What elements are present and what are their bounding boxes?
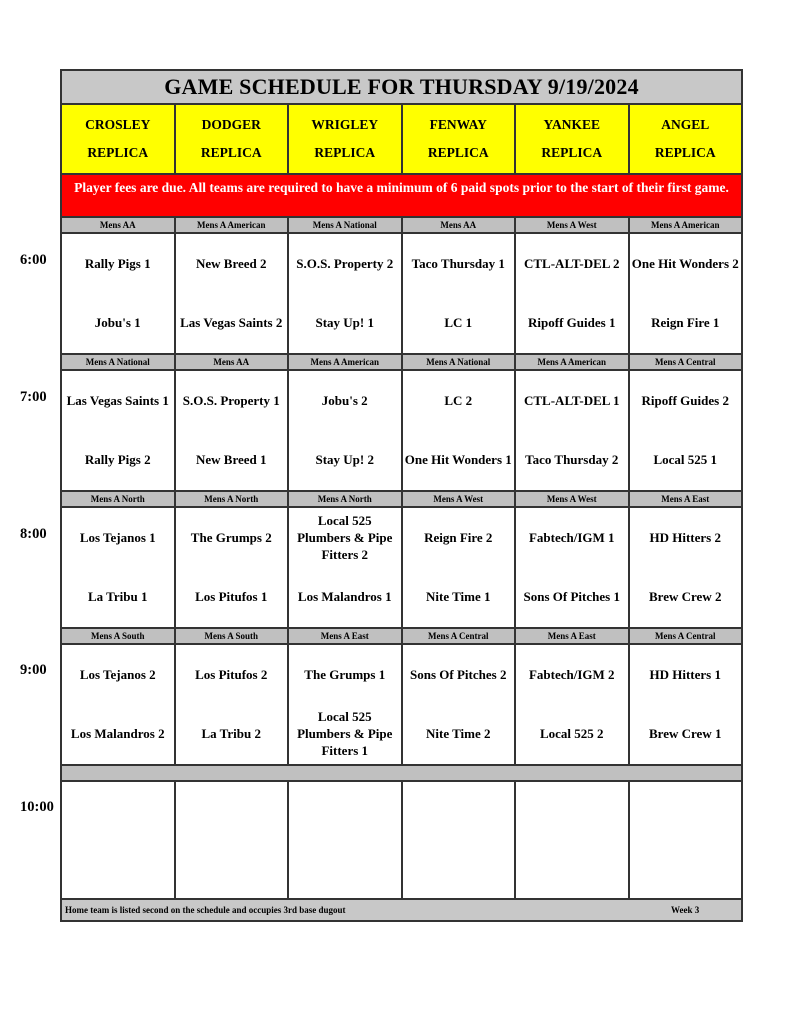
home-team: Los Malandros 2 xyxy=(70,725,165,741)
empty-cell xyxy=(289,782,403,898)
home-team: Los Pitufos 1 xyxy=(195,588,268,604)
away-team: The Grumps 1 xyxy=(304,666,386,682)
field-yankee xyxy=(516,105,630,173)
home-team: Jobu's 1 xyxy=(94,314,141,330)
field-name: ANGEL xyxy=(661,117,710,132)
time-label: 10:00 xyxy=(20,799,54,815)
game-cell xyxy=(630,645,742,764)
division-label: Mens AA xyxy=(176,355,290,369)
week-label: Week 3 xyxy=(671,905,700,915)
away-team: Los Tejanos 2 xyxy=(79,666,156,682)
home-team: La Tribu 1 xyxy=(88,588,148,604)
field-name: CROSLEY xyxy=(85,117,151,132)
away-team: One Hit Wonders 2 xyxy=(631,255,739,271)
division-label: Mens A East xyxy=(289,629,403,643)
game-cell xyxy=(630,371,742,490)
away-team: Local 525 Plumbers & Pipe Fitters 2 xyxy=(297,512,393,562)
away-team: Fabtech/IGM 1 xyxy=(528,529,615,545)
home-team-note: Home team is listed second on the schedule and occupies 3rd base dugout xyxy=(65,905,346,915)
division-label: Mens A American xyxy=(289,355,403,369)
away-team: Fabtech/IGM 2 xyxy=(528,666,615,682)
division-label: Mens A North xyxy=(62,492,176,506)
home-team: Las Vegas Saints 2 xyxy=(180,314,283,330)
home-team: La Tribu 2 xyxy=(201,725,261,741)
time-label: 7:00 xyxy=(20,389,47,405)
division-label: Mens A American xyxy=(651,220,720,230)
away-team: Los Pitufos 2 xyxy=(195,666,268,682)
game-cell xyxy=(403,234,517,353)
schedule-title: GAME SCHEDULE FOR THURSDAY 9/19/2024 xyxy=(62,71,741,105)
home-team: Stay Up! 1 xyxy=(315,314,374,330)
away-team: The Grumps 2 xyxy=(190,529,272,545)
division-row xyxy=(62,355,741,371)
home-team: Ripoff Guides 1 xyxy=(528,314,616,330)
away-team: HD Hitters 1 xyxy=(649,666,721,682)
division-label: Mens A East xyxy=(661,494,710,504)
empty-cell xyxy=(403,782,517,898)
empty-cell xyxy=(630,782,742,898)
away-team: LC 2 xyxy=(444,392,473,408)
time-label: 8:00 xyxy=(20,526,47,542)
field-sub: REPLICA xyxy=(654,145,716,160)
home-team: LC 1 xyxy=(444,314,473,330)
game-cell xyxy=(62,645,176,764)
home-team: Reign Fire 1 xyxy=(651,314,720,330)
division-label: Mens A American xyxy=(176,218,290,232)
home-team: Nite Time 2 xyxy=(425,725,491,741)
away-team: S.O.S. Property 1 xyxy=(182,392,280,408)
game-cell xyxy=(176,645,290,764)
game-cell xyxy=(516,645,630,764)
home-team: Local 525 Plumbers & Pipe Fitters 1 xyxy=(297,708,393,758)
away-team: Sons Of Pitches 2 xyxy=(410,666,507,682)
game-row xyxy=(62,371,741,492)
home-team: One Hit Wonders 1 xyxy=(404,451,512,467)
field-name: WRIGLEY xyxy=(311,117,379,132)
home-team: New Breed 1 xyxy=(195,451,267,467)
game-cell xyxy=(403,371,517,490)
field-name: YANKEE xyxy=(543,117,601,132)
game-cell xyxy=(62,508,176,627)
empty-division-row xyxy=(62,766,741,782)
away-team: Rally Pigs 1 xyxy=(84,255,151,271)
division-row xyxy=(62,218,741,234)
game-cell xyxy=(62,371,176,490)
game-cell xyxy=(289,371,403,490)
empty-cell xyxy=(62,782,176,898)
away-team: Taco Thursday 1 xyxy=(411,255,505,271)
away-team: New Breed 2 xyxy=(195,255,267,271)
empty-cell xyxy=(176,782,290,898)
home-team: Rally Pigs 2 xyxy=(84,451,151,467)
division-label: Mens A American xyxy=(516,355,630,369)
division-label: Mens A West xyxy=(516,218,630,232)
division-label: Mens A Central xyxy=(403,629,517,643)
game-cell xyxy=(516,508,630,627)
away-team: S.O.S. Property 2 xyxy=(296,255,394,271)
field-sub: REPLICA xyxy=(314,145,376,160)
home-team: Stay Up! 2 xyxy=(315,451,374,467)
division-label: Mens A North xyxy=(289,492,403,506)
game-cell xyxy=(403,508,517,627)
game-cell xyxy=(630,234,742,353)
field-crosley xyxy=(62,105,176,173)
game-cell xyxy=(176,371,290,490)
field-fenway xyxy=(403,105,517,173)
home-team: Brew Crew 1 xyxy=(649,725,722,741)
field-sub: REPLICA xyxy=(541,145,603,160)
division-row xyxy=(62,492,741,508)
away-team: Jobu's 2 xyxy=(321,392,368,408)
away-team: Las Vegas Saints 1 xyxy=(66,392,169,408)
division-label: Mens A South xyxy=(176,629,290,643)
empty-cell xyxy=(516,782,630,898)
home-team: Taco Thursday 2 xyxy=(525,451,619,467)
away-team: HD Hitters 2 xyxy=(649,529,721,545)
division-label: Mens A West xyxy=(403,492,517,506)
game-row xyxy=(62,234,741,355)
division-label: Mens A National xyxy=(289,218,403,232)
division-label: Mens AA xyxy=(403,218,517,232)
away-team: CTL-ALT-DEL 2 xyxy=(524,255,620,271)
home-team: Local 525 2 xyxy=(539,725,604,741)
game-cell xyxy=(176,508,290,627)
game-cell xyxy=(403,645,517,764)
home-team: Los Malandros 1 xyxy=(297,588,392,604)
field-sub: REPLICA xyxy=(427,145,489,160)
field-dodger xyxy=(176,105,290,173)
division-label: Mens A National xyxy=(403,355,517,369)
time-label: 9:00 xyxy=(20,662,47,678)
home-team: Nite Time 1 xyxy=(425,588,491,604)
empty-game-row xyxy=(62,782,741,900)
game-cell xyxy=(516,234,630,353)
field-wrigley xyxy=(289,105,403,173)
division-label: Mens A Central xyxy=(655,631,716,641)
division-row xyxy=(62,629,741,645)
field-name: FENWAY xyxy=(429,117,487,132)
game-cell xyxy=(289,508,403,627)
home-team: Sons Of Pitches 1 xyxy=(523,588,620,604)
division-label: Mens A West xyxy=(516,492,630,506)
division-label: Mens A South xyxy=(62,629,176,643)
field-name: DODGER xyxy=(201,117,261,132)
division-label: Mens A East xyxy=(516,629,630,643)
schedule-sheet xyxy=(60,69,743,922)
game-cell xyxy=(289,645,403,764)
field-sub: REPLICA xyxy=(200,145,262,160)
field-header-row xyxy=(62,105,741,175)
game-row xyxy=(62,508,741,629)
game-cell xyxy=(516,371,630,490)
field-sub: REPLICA xyxy=(87,145,149,160)
home-team: Local 525 1 xyxy=(653,451,718,467)
division-label: Mens A North xyxy=(176,492,290,506)
time-label: 6:00 xyxy=(20,252,47,268)
game-cell xyxy=(630,508,742,627)
footer-bar xyxy=(62,900,741,920)
game-row xyxy=(62,645,741,766)
away-team: Ripoff Guides 2 xyxy=(641,392,729,408)
home-team: Brew Crew 2 xyxy=(649,588,722,604)
division-label: Mens A National xyxy=(62,355,176,369)
division-label: Mens A Central xyxy=(655,357,716,367)
away-team: Los Tejanos 1 xyxy=(79,529,156,545)
away-team: CTL-ALT-DEL 1 xyxy=(524,392,620,408)
field-angel xyxy=(630,105,742,173)
away-team: Reign Fire 2 xyxy=(424,529,493,545)
division-label: Mens AA xyxy=(62,218,176,232)
fees-notice: Player fees are due. All teams are required to have a minimum of 6 paid spots prior to the start of their first game. xyxy=(62,175,741,218)
game-cell xyxy=(176,234,290,353)
game-cell xyxy=(62,234,176,353)
game-cell xyxy=(289,234,403,353)
